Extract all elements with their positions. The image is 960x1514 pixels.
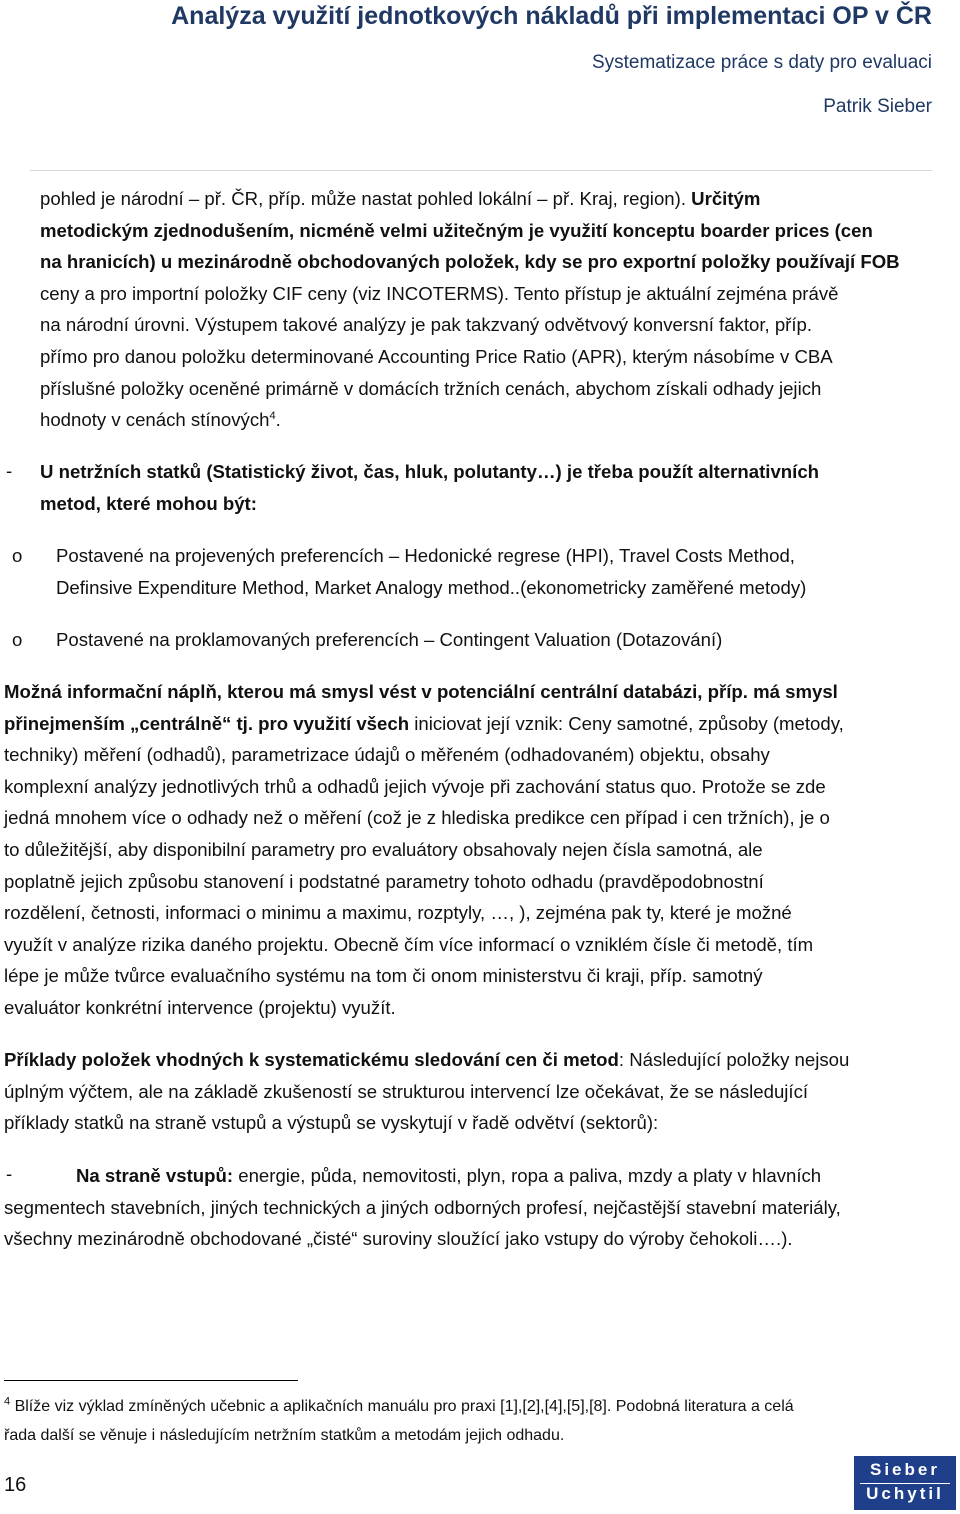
text-line [4, 1044, 849, 1076]
text-line: příslušné položky oceněné primárně v domácích tržních cenách, abychom získali odhady jejich [40, 377, 822, 399]
sub-bullet-revealed-preferences [56, 540, 806, 603]
paragraph-example-items [4, 1044, 849, 1139]
footnote [4, 1392, 794, 1450]
text-line: příklady statků na straně vstupů a výstupů se vyskytují v řadě odvětví (sektorů): [4, 1112, 659, 1134]
text-line [40, 183, 900, 215]
text-line: přímo pro danou položku determinované Accounting Price Ratio (APR), kterým násobíme v CBA [40, 345, 833, 367]
text-line: na hranicích) u mezinárodně obchodovaných položek, kdy se pro exportní položky používají FOB [40, 251, 900, 273]
logo-line-1: Sieber [870, 1460, 940, 1479]
text-run: hodnoty v cenách stínových [40, 409, 270, 431]
text-line [40, 404, 900, 436]
text-line: využít v analýze rizika daného projektu. Obecně čím více informací o vzniklém čísle či metodě, tím [4, 933, 814, 955]
text-line: rozdělení, četnosti, informaci o minimu a maximu, rozptyly, …, ), zejména pak ty, které je možné [4, 902, 792, 924]
text-line: segmentech stavebních, jiných technických a jiných odborných profesí, nejčastější stavební materiály, [4, 1196, 841, 1218]
paragraph-database-content [4, 676, 844, 1024]
page-header-author: Patrik Sieber [823, 96, 932, 117]
bold-run: Určitým [691, 188, 761, 209]
text-run: Blíže viz výklad zmíněných učebnic a aplikačních manuálu pro praxi [1],[2],[4],[5],[8]. Podobná literatura a celá [10, 1398, 794, 1415]
bold-run: Příklady položek vhodných k systematickému sledování cen či metod [4, 1049, 619, 1070]
bullet-non-market-goods [40, 456, 819, 519]
text-line [4, 1160, 841, 1192]
text-run: iniciovat její vznik: Ceny samotné, způsoby (metody, [409, 712, 844, 734]
text-line: všechny mezinárodně obchodované „čisté“ suroviny sloužící jako vstupy do výroby čehokoli….). [4, 1228, 793, 1250]
text-line: Postavené na projevených preferencích – Hedonické regrese (HPI), Travel Costs Method, [56, 545, 795, 566]
text-line: metodickým zjednodušením, nicméně velmi užitečným je využití konceptu boarder prices (cen [40, 219, 873, 241]
text-line: Možná informační náplň, kterou má smysl vést v potenciální centrální databázi, příp. má smysl [4, 681, 838, 702]
text-line: poplatně jejich způsobu stanovení i podstatné parametry tohoto odhadu (pravděpodobnostní [4, 870, 764, 892]
footnote-ref: 4 [269, 409, 276, 422]
sub-bullet-marker: o [12, 629, 23, 650]
text-line: komplexní analýzy jednotlivých trhů a odhadů jejich vývoje při zachování status quo. Protože se zde [4, 775, 826, 797]
text-line: úplným výčtem, ale na základě zkušeností se strukturou intervencí lze očekávat, že se následující [4, 1080, 809, 1102]
text-line: metod, které mohou být: [40, 492, 257, 514]
text-line: Definsive Expenditure Method, Market Analogy method..(ekonometricky zaměřené metody) [56, 576, 807, 598]
dash-bullet-marker: - [6, 1163, 13, 1184]
page-header-subtitle: Systematizace práce s daty pro evaluaci [591, 52, 932, 73]
bold-run: přinejmenším „centrálně“ tj. pro využití všech [4, 712, 410, 734]
paragraph-shadow-prices [40, 183, 900, 436]
text-line: to důležitější, aby disponibilní parametry pro evaluátory obsahovaly nejen čísla samotná, ale [4, 838, 763, 860]
text-run: pohled je národní – př. ČR, příp. může nastat pohled lokální – př. Kraj, region). [40, 188, 686, 209]
bold-run: Na straně vstupů: [76, 1165, 234, 1186]
footnote-divider [4, 1380, 298, 1381]
header-divider [30, 170, 932, 171]
dash-bullet-marker: - [6, 460, 13, 481]
text-line: techniky) měření (odhadů), parametrizace údajů o měřeném (odhadovaném) objektu, obsahy [4, 744, 770, 766]
text-line [4, 708, 844, 740]
text-line: Postavené na proklamovaných preferencích – Contingent Valuation (Dotazování) [56, 629, 723, 650]
text-run: . [275, 409, 281, 431]
sub-bullet-marker: o [12, 545, 23, 566]
text-line: řada další se věnuje i následujícím netržním statkům a metodám jejich odhadu. [4, 1427, 565, 1444]
company-logo [854, 1456, 956, 1510]
sub-bullet-stated-preferences [56, 624, 722, 656]
text-line [4, 1392, 794, 1421]
text-line: lépe je může tvůrce evaluačního systému na tom či onom ministerstvu či kraji, příp. samotný [4, 965, 763, 987]
paragraph-inputs-side [4, 1160, 841, 1255]
footnote-number: 4 [4, 1395, 11, 1408]
page-header-title: Analýza využití jednotkových nákladů při implementaci OP v ČR [171, 2, 932, 30]
logo-line-2: Uchytil [866, 1484, 944, 1503]
page-number: 16 [4, 1474, 27, 1496]
text-run: : Následující položky nejsou [618, 1049, 850, 1070]
text-line: U netržních statků (Statistický život, čas, hluk, polutanty…) je třeba použít alternativních [40, 461, 820, 482]
text-line: ceny a pro importní položky CIF ceny (viz INCOTERMS). Tento přístup je aktuální zejména právě [40, 282, 839, 304]
text-line: evaluátor konkrétní intervence (projektu) využít. [4, 996, 396, 1018]
text-line: jedná mnohem více o odhady než o měření (což je z hlediska predikce cen případ i cen tržních), je o [4, 807, 830, 829]
text-line: na národní úrovni. Výstupem takové analýzy je pak takzvaný odvětvový konversní faktor, příp. [40, 314, 813, 336]
text-run: energie, půda, nemovitosti, plyn, ropa a paliva, mzdy a platy v hlavních [233, 1165, 822, 1186]
